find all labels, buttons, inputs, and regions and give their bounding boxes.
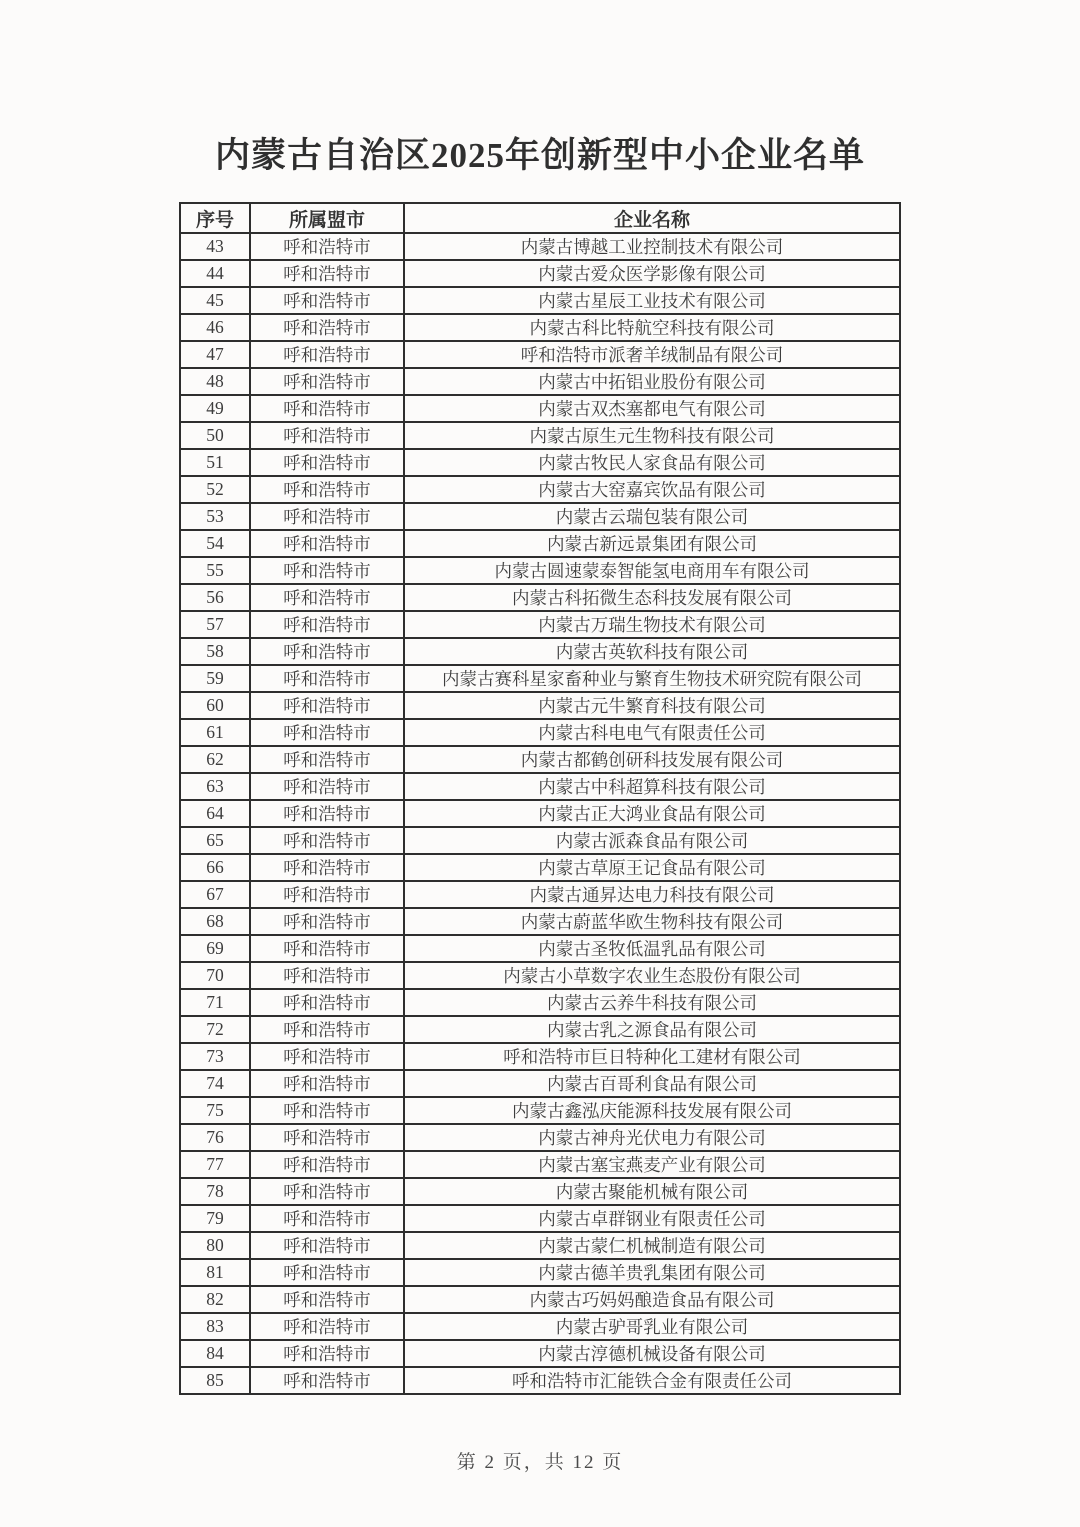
row-city-cell: 呼和浩特市: [250, 638, 404, 665]
row-company-cell: 内蒙古元牛繁育科技有限公司: [404, 692, 900, 719]
row-company-cell: 内蒙古德羊贵乳集团有限公司: [404, 1259, 900, 1286]
row-city-cell: 呼和浩特市: [250, 800, 404, 827]
row-company-cell: 内蒙古爱众医学影像有限公司: [404, 260, 900, 287]
row-company-cell: 内蒙古神舟光伏电力有限公司: [404, 1124, 900, 1151]
row-index-cell: 56: [180, 584, 250, 611]
row-company-cell: 内蒙古百哥利食品有限公司: [404, 1070, 900, 1097]
row-index-cell: 65: [180, 827, 250, 854]
row-company-cell: 内蒙古塞宝燕麦产业有限公司: [404, 1151, 900, 1178]
row-index-cell: 69: [180, 935, 250, 962]
table-row: [180, 1259, 900, 1286]
row-index-cell: 60: [180, 692, 250, 719]
table-row: [180, 935, 900, 962]
row-city-cell: 呼和浩特市: [250, 1016, 404, 1043]
row-index-cell: 79: [180, 1205, 250, 1232]
row-company-cell: 内蒙古中科超算科技有限公司: [404, 773, 900, 800]
row-index-cell: 51: [180, 449, 250, 476]
row-city-cell: 呼和浩特市: [250, 665, 404, 692]
row-city-cell: 呼和浩特市: [250, 233, 404, 260]
page-number-footer: 第 2 页，共 12 页: [456, 1452, 624, 1473]
row-company-cell: 内蒙古淳德机械设备有限公司: [404, 1340, 900, 1367]
row-company-cell: 内蒙古圆速蒙泰智能氢电商用车有限公司: [404, 557, 900, 584]
row-index-cell: 73: [180, 1043, 250, 1070]
row-city-cell: 呼和浩特市: [250, 854, 404, 881]
row-city-cell: 呼和浩特市: [250, 1340, 404, 1367]
row-index-cell: 83: [180, 1313, 250, 1340]
row-city-cell: 呼和浩特市: [250, 1286, 404, 1313]
table-row: [180, 908, 900, 935]
row-company-cell: 内蒙古新远景集团有限公司: [404, 530, 900, 557]
table-row: [180, 881, 900, 908]
row-index-cell: 46: [180, 314, 250, 341]
row-city-cell: 呼和浩特市: [250, 341, 404, 368]
table-row: [180, 1016, 900, 1043]
table-row: [180, 422, 900, 449]
row-index-cell: 59: [180, 665, 250, 692]
table-row: [180, 530, 900, 557]
table-row: [180, 746, 900, 773]
table-row: [180, 1367, 900, 1394]
table-row: [180, 449, 900, 476]
row-city-cell: 呼和浩特市: [250, 935, 404, 962]
row-city-cell: 呼和浩特市: [250, 1313, 404, 1340]
row-city-cell: 呼和浩特市: [250, 260, 404, 287]
row-company-cell: 内蒙古云养牛科技有限公司: [404, 989, 900, 1016]
table-row: [180, 1070, 900, 1097]
row-company-cell: 内蒙古双杰塞都电气有限公司: [404, 395, 900, 422]
table-body: [180, 233, 900, 1394]
row-index-cell: 63: [180, 773, 250, 800]
row-city-cell: 呼和浩特市: [250, 1205, 404, 1232]
row-index-cell: 55: [180, 557, 250, 584]
table-header-row: [180, 203, 900, 233]
row-company-cell: 内蒙古中拓铝业股份有限公司: [404, 368, 900, 395]
row-city-cell: 呼和浩特市: [250, 1259, 404, 1286]
table-row: [180, 368, 900, 395]
row-city-cell: 呼和浩特市: [250, 1367, 404, 1394]
table-row: [180, 314, 900, 341]
row-city-cell: 呼和浩特市: [250, 530, 404, 557]
row-company-cell: 内蒙古科拓微生态科技发展有限公司: [404, 584, 900, 611]
row-city-cell: 呼和浩特市: [250, 908, 404, 935]
row-city-cell: 呼和浩特市: [250, 1043, 404, 1070]
row-city-cell: 呼和浩特市: [250, 557, 404, 584]
row-index-cell: 48: [180, 368, 250, 395]
table-row: [180, 773, 900, 800]
row-index-cell: 82: [180, 1286, 250, 1313]
row-index-cell: 74: [180, 1070, 250, 1097]
row-company-cell: 内蒙古大窑嘉宾饮品有限公司: [404, 476, 900, 503]
row-city-cell: 呼和浩特市: [250, 368, 404, 395]
row-city-cell: 呼和浩特市: [250, 989, 404, 1016]
table-row: [180, 827, 900, 854]
row-city-cell: 呼和浩特市: [250, 1070, 404, 1097]
table-row: [180, 260, 900, 287]
table-row: [180, 854, 900, 881]
row-index-cell: 45: [180, 287, 250, 314]
row-company-cell: 内蒙古牧民人家食品有限公司: [404, 449, 900, 476]
row-company-cell: 内蒙古万瑞生物技术有限公司: [404, 611, 900, 638]
row-company-cell: 内蒙古蒙仁机械制造有限公司: [404, 1232, 900, 1259]
table-row: [180, 611, 900, 638]
row-city-cell: 呼和浩特市: [250, 1151, 404, 1178]
row-index-cell: 77: [180, 1151, 250, 1178]
column-header-company: 企业名称: [404, 203, 900, 233]
table-row: [180, 1178, 900, 1205]
row-index-cell: 53: [180, 503, 250, 530]
row-company-cell: 内蒙古圣牧低温乳品有限公司: [404, 935, 900, 962]
row-company-cell: 内蒙古都鹤创研科技发展有限公司: [404, 746, 900, 773]
table-row: [180, 719, 900, 746]
row-city-cell: 呼和浩特市: [250, 611, 404, 638]
row-index-cell: 61: [180, 719, 250, 746]
row-index-cell: 75: [180, 1097, 250, 1124]
table-row: [180, 1097, 900, 1124]
table-row: [180, 503, 900, 530]
row-city-cell: 呼和浩特市: [250, 719, 404, 746]
row-city-cell: 呼和浩特市: [250, 503, 404, 530]
row-city-cell: 呼和浩特市: [250, 476, 404, 503]
row-city-cell: 呼和浩特市: [250, 1097, 404, 1124]
page-title: 内蒙古自治区2025年创新型中小企业名单: [214, 136, 865, 175]
table-row: [180, 1043, 900, 1070]
row-index-cell: 78: [180, 1178, 250, 1205]
row-city-cell: 呼和浩特市: [250, 395, 404, 422]
table-row: [180, 1286, 900, 1313]
row-company-cell: 内蒙古科电电气有限责任公司: [404, 719, 900, 746]
table-row: [180, 1124, 900, 1151]
row-index-cell: 44: [180, 260, 250, 287]
row-city-cell: 呼和浩特市: [250, 1178, 404, 1205]
column-header-city: 所属盟市: [250, 203, 404, 233]
table-row: [180, 476, 900, 503]
row-index-cell: 64: [180, 800, 250, 827]
row-company-cell: 内蒙古小草数字农业生态股份有限公司: [404, 962, 900, 989]
table-row: [180, 287, 900, 314]
row-city-cell: 呼和浩特市: [250, 692, 404, 719]
table-row: [180, 341, 900, 368]
row-index-cell: 67: [180, 881, 250, 908]
table-row: [180, 1151, 900, 1178]
row-company-cell: 内蒙古驴哥乳业有限公司: [404, 1313, 900, 1340]
row-index-cell: 81: [180, 1259, 250, 1286]
row-index-cell: 49: [180, 395, 250, 422]
row-city-cell: 呼和浩特市: [250, 746, 404, 773]
row-company-cell: 内蒙古乳之源食品有限公司: [404, 1016, 900, 1043]
table-row: [180, 395, 900, 422]
row-city-cell: 呼和浩特市: [250, 314, 404, 341]
row-index-cell: 80: [180, 1232, 250, 1259]
row-index-cell: 43: [180, 233, 250, 260]
row-index-cell: 76: [180, 1124, 250, 1151]
row-company-cell: 内蒙古英软科技有限公司: [404, 638, 900, 665]
row-company-cell: 内蒙古云瑞包装有限公司: [404, 503, 900, 530]
row-company-cell: 内蒙古巧妈妈酿造食品有限公司: [404, 1286, 900, 1313]
row-city-cell: 呼和浩特市: [250, 962, 404, 989]
table-row: [180, 1313, 900, 1340]
row-index-cell: 50: [180, 422, 250, 449]
row-city-cell: 呼和浩特市: [250, 1124, 404, 1151]
table-row: [180, 584, 900, 611]
table-row: [180, 1340, 900, 1367]
row-city-cell: 呼和浩特市: [250, 827, 404, 854]
table-row: [180, 962, 900, 989]
row-city-cell: 呼和浩特市: [250, 881, 404, 908]
row-index-cell: 71: [180, 989, 250, 1016]
row-city-cell: 呼和浩特市: [250, 287, 404, 314]
row-index-cell: 70: [180, 962, 250, 989]
row-index-cell: 62: [180, 746, 250, 773]
table-row: [180, 989, 900, 1016]
row-index-cell: 52: [180, 476, 250, 503]
row-index-cell: 85: [180, 1367, 250, 1394]
row-city-cell: 呼和浩特市: [250, 773, 404, 800]
row-company-cell: 呼和浩特市巨日特种化工建材有限公司: [404, 1043, 900, 1070]
row-index-cell: 84: [180, 1340, 250, 1367]
row-index-cell: 47: [180, 341, 250, 368]
row-company-cell: 内蒙古鑫泓庆能源科技发展有限公司: [404, 1097, 900, 1124]
row-company-cell: 内蒙古派森食品有限公司: [404, 827, 900, 854]
row-index-cell: 57: [180, 611, 250, 638]
row-index-cell: 54: [180, 530, 250, 557]
row-city-cell: 呼和浩特市: [250, 584, 404, 611]
row-company-cell: 内蒙古星辰工业技术有限公司: [404, 287, 900, 314]
row-city-cell: 呼和浩特市: [250, 422, 404, 449]
row-company-cell: 内蒙古草原王记食品有限公司: [404, 854, 900, 881]
table-row: [180, 665, 900, 692]
row-company-cell: 呼和浩特市汇能铁合金有限责任公司: [404, 1367, 900, 1394]
row-company-cell: 内蒙古通昇达电力科技有限公司: [404, 881, 900, 908]
row-company-cell: 内蒙古卓群钢业有限责任公司: [404, 1205, 900, 1232]
row-index-cell: 72: [180, 1016, 250, 1043]
row-company-cell: 呼和浩特市派奢羊绒制品有限公司: [404, 341, 900, 368]
column-header-index: 序号: [180, 203, 250, 233]
row-company-cell: 内蒙古蔚蓝华欧生物科技有限公司: [404, 908, 900, 935]
row-company-cell: 内蒙古原生元生物科技有限公司: [404, 422, 900, 449]
table-row: [180, 800, 900, 827]
row-index-cell: 58: [180, 638, 250, 665]
table-row: [180, 557, 900, 584]
row-company-cell: 内蒙古博越工业控制技术有限公司: [404, 233, 900, 260]
table-row: [180, 1205, 900, 1232]
table-row: [180, 638, 900, 665]
row-index-cell: 68: [180, 908, 250, 935]
row-city-cell: 呼和浩特市: [250, 449, 404, 476]
company-table: [179, 202, 901, 1395]
table-row: [180, 1232, 900, 1259]
row-company-cell: 内蒙古聚能机械有限公司: [404, 1178, 900, 1205]
row-company-cell: 内蒙古正大鸿业食品有限公司: [404, 800, 900, 827]
row-company-cell: 内蒙古赛科星家畜种业与繁育生物技术研究院有限公司: [404, 665, 900, 692]
row-city-cell: 呼和浩特市: [250, 1232, 404, 1259]
row-company-cell: 内蒙古科比特航空科技有限公司: [404, 314, 900, 341]
table-row: [180, 233, 900, 260]
table-row: [180, 692, 900, 719]
row-index-cell: 66: [180, 854, 250, 881]
